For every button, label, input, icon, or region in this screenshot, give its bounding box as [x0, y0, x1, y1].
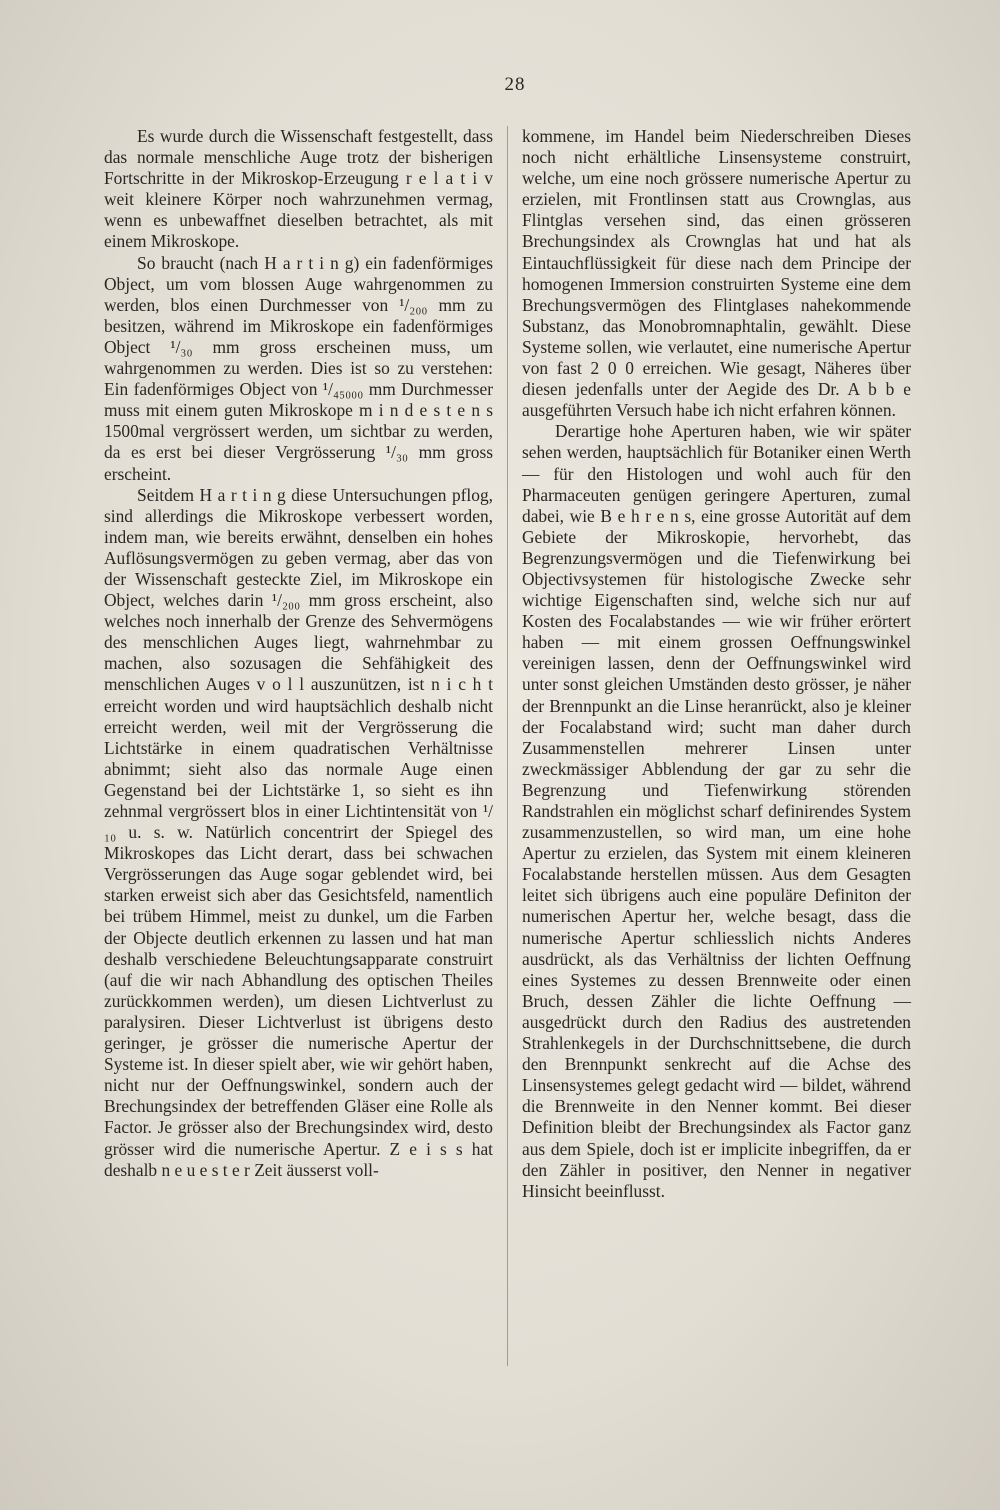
- column-divider: [507, 126, 508, 1366]
- paragraph: Derartige hohe Aperturen haben, wie wir später sehen werden, hauptsächlich für Botaniker einen Werth — für den Histologen und wohl auch für den Pharmaceuten genügen geringere Aperturen, zumal dabei, wie B e h r e n s, eine grosse Autorität auf dem Gebiete der Mikroskopie, hervorhebt, das Begrenzungsvermögen und die Tiefenwirkung bei Objectivsystemen für histologische Zwecke sehr wichtige Eigenschaften sind, welche sich nur auf Kosten des Focalabstandes — wie wir früher erörtert haben — mit einem grossen Oeffnungswinkel vereinigen lassen, denn der Oeffnungswinkel wird unter sonst gleichen Umständen desto grösser, je näher der Brennpunkt an die Linse heranrückt, also je kleiner der Focalabstand wird; sucht man daher durch Zusammenstellen mehrerer Linsen unter zweckmässiger Abblendung der gar zu sehr die Begrenzung und Tiefenwirkung störenden Randstrahlen ein möglichst scharf definirendes System zusammenzustellen, so wird man, um eine hohe Apertur zu erzielen, das System mit einem kleineren Focalabstande herstellen müssen. Aus dem Gesagten leitet sich übrigens auch eine populäre Definiton der numerischen Apertur her, welche besagt, dass die numerische Apertur schliesslich nichts Anderes ausdrückt, als das Verhältniss der lichten Oeffnung eines Systemes zu dessen Brennweite oder einen Bruch, dessen Zähler die lichte Oeffnung — ausgedrückt durch den Radius des austretenden Strahlenkegels in der Durchschnittsebene, die durch den Brennpunkt senkrecht auf die Achse des Linsensystemes gelegt gedacht wird — bildet, während die Brennweite in den Nenner kommt. Bei dieser Definition bleibt der Brechungsindex als Factor ganz aus dem Spiele, doch ist er implicite inbegriffen, da er den Zähler in positiver, den Nenner in negativer Hinsicht beeinflusst.: [522, 421, 911, 1201]
- page-number: 28: [504, 74, 526, 95]
- right-column: [522, 126, 911, 1202]
- paragraph: Seitdem H a r t i n g diese Untersuchungen pflog, sind allerdings die Mikroskope verbessert worden, indem man, wie bereits erwähnt, denselben ein hohes Auflösungsvermögen zu geben vermag, aber das von der Wissenschaft gesteckte Ziel, im Mikroskope ein Object, welches darin ¹/₂₀₀ mm gross erscheint, also welches noch innerhalb der Grenze des Sehvermögens des menschlichen Auges liegt, wahrnehmbar zu machen, also sozusagen die Sehfähigkeit des menschlichen Auges v o l l auszunützen, ist n i c h t erreicht worden und wird hauptsächlich deshalb nicht erreicht werden, weil mit der Vergrösserung die Lichtstärke in einem quadratischen Verhältnisse abnimmt; sieht also das normale Auge einen Gegenstand bei der Lichtstärke 1, so sieht es ihn zehnmal vergrössert blos in einer Lichtintensität von ¹/₁₀ u. s. w. Natürlich concentrirt der Spiegel des Mikroskopes das Licht derart, dass bei schwachen Vergrösserungen das Auge sogar geblendet wird, bei starken erweist sich aber das Gesichtsfeld, namentlich bei trübem Himmel, meist zu dunkel, um die Farben der Objecte deutlich erkennen zu lassen und hat man deshalb verschiedene Beleuchtungsapparate construirt (auf die wir nach Abhandlung des optischen Theiles zurückkommen werden), um diesen Lichtverlust zu paralysiren. Dieser Lichtverlust ist übrigens desto geringer, je grösser die numerische Apertur der Systeme ist. In dieser spielt aber, wie wir gehört haben, nicht nur der Oeffnungswinkel, sondern auch der Brechungsindex der betreffenden Gläser eine Rolle als Factor. Je grösser also der Brechungsindex wird, desto grösser wird die numerische Apertur. Z e i s s hat deshalb n e u e s t e r Zeit äusserst voll-: [104, 484, 493, 1180]
- left-column: [104, 126, 493, 1181]
- paragraph: Es wurde durch die Wissenschaft festgestellt, dass das normale menschliche Auge trotz der bisherigen Fortschritte in der Mikroskop-Erzeugung r e l a t i v weit kleinere Körper noch wahrzunehmen vermag, wenn es unbewaffnet dieselben betrachtet, als mit einem Mikroskope.: [104, 126, 493, 252]
- paragraph: So braucht (nach H a r t i n g) ein fadenförmiges Object, um vom blossen Auge wahrgenommen zu werden, blos einen Durchmesser von ¹/₂₀₀ mm zu besitzen, während im Mikroskope ein fadenförmiges Object ¹/₃₀ mm gross erscheinen muss, um wahrgenommen zu werden. Dies ist so zu verstehen: Ein fadenförmiges Object von ¹/₄₅₀₀₀ mm Durchmesser muss mit einem guten Mikroskope m i n d e s t e n s 1500mal vergrössert werden, um sichtbar zu werden, da es erst bei dieser Vergrösserung ¹/₃₀ mm gross erscheint.: [104, 252, 493, 484]
- paragraph-continued: kommene, im Handel beim Niederschreiben Dieses noch nicht erhältliche Linsensysteme construirt, welche, um eine noch grössere numerische Apertur zu erzielen, mit Frontlinsen statt aus Crownglas, aus Flintglas versehen sind, das einen grösseren Brechungsindex als Crownglas hat und hat als Eintauchflüssigkeit für diese nach dem Principe der homogenen Immersion construirten Systeme eine dem Brechungsvermögen des Flintglases nahekommende Substanz, das Monobromnaphtalin, gewählt. Diese Systeme sollen, wie verlautet, eine numerische Apertur von fast 2 0 0 erreichen. Wie gesagt, Näheres über diesen jedenfalls unter der Aegide des Dr. A b b e ausgeführten Versuch habe ich nicht erfahren können.: [522, 126, 911, 421]
